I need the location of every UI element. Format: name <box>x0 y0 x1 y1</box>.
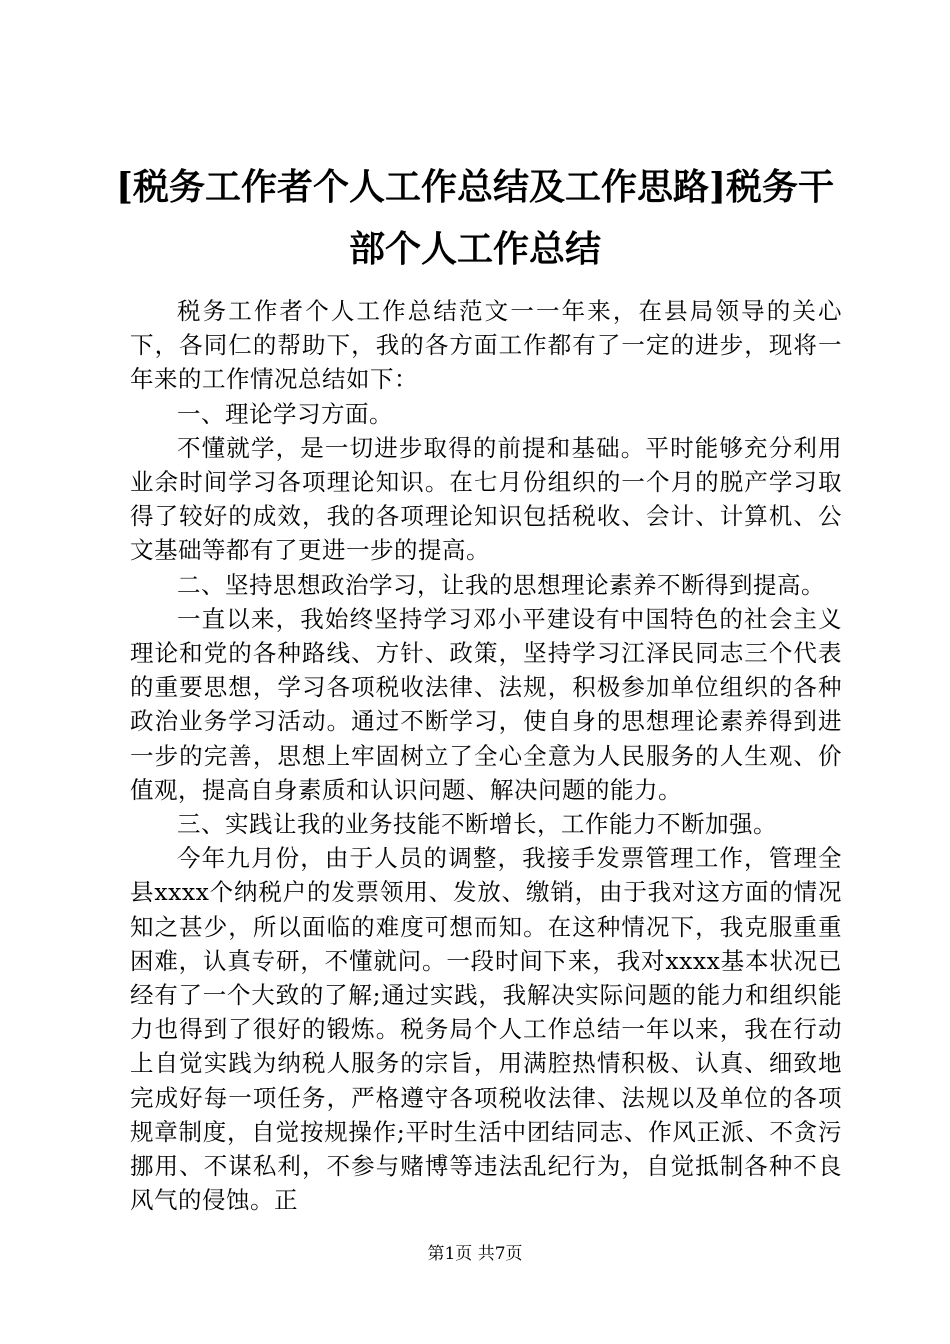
paragraph-intro: 税务工作者个人工作总结范文一一年来，在县局领导的关心下，各同仁的帮助下，我的各方面工作都有了一定的进步，现将一年来的工作情况总结如下： <box>130 297 842 394</box>
document-title: [税务工作者个人工作总结及工作思路]税务干部个人工作总结 <box>115 166 835 270</box>
page-footer: 第1页 共7页 <box>427 1244 523 1264</box>
section-heading-theory: 一、理论学习方面。 <box>177 399 393 428</box>
section-heading-politics: 二、坚持思想政治学习，让我的思想理论素养不断得到提高。 <box>177 570 825 599</box>
paragraph-practice: 今年九月份，由于人员的调整，我接手发票管理工作，管理全县xxxx个纳税户的发票领用、发放、缴销，由于我对这方面的情况知之甚少，所以面临的难度可想而知。在这种情况下，我克服重重困难，认真专研，不懂就问。一段时间下来，我对xxxx基本状况已经有了一个大致的了解;通过实践，我解决实际问题的能力和组织能力也得到了很好的锻炼。税务局个人工作总结一年以来，我在行动上自觉实践为纳税人服务的宗旨，用满腔热情积极、认真、细致地完成好每一项任务，严格遵守各项税收法律、法规以及单位的各项规章制度，自觉按规操作;平时生活中团结同志、作风正派、不贪污挪用、不谋私利，不参与赌博等违法乱纪行为，自觉抵制各种不良风气的侵蚀。正 <box>130 844 842 1215</box>
document-body <box>130 294 842 1217</box>
paragraph-theory: 不懂就学，是一切进步取得的前提和基础。平时能够充分利用业余时间学习各项理论知识。在七月份组织的一个月的脱产学习取得了较好的成效，我的各项理论知识包括税收、会计、计算机、公文基础等都有了更进一步的提高。 <box>130 433 842 565</box>
section-heading-practice: 三、实践让我的业务技能不断增长，工作能力不断加强。 <box>177 810 777 839</box>
paragraph-politics: 一直以来，我始终坚持学习邓小平建设有中国特色的社会主义理论和党的各种路线、方针、政策，坚持学习江泽民同志三个代表的重要思想，学习各项税收法律、法规，积极参加单位组织的各种政治业务学习活动。通过不断学习，使自身的思想理论素养得到进一步的完善，思想上牢固树立了全心全意为人民服务的人生观、价值观，提高自身素质和认识问题、解决问题的能力。 <box>130 604 842 804</box>
